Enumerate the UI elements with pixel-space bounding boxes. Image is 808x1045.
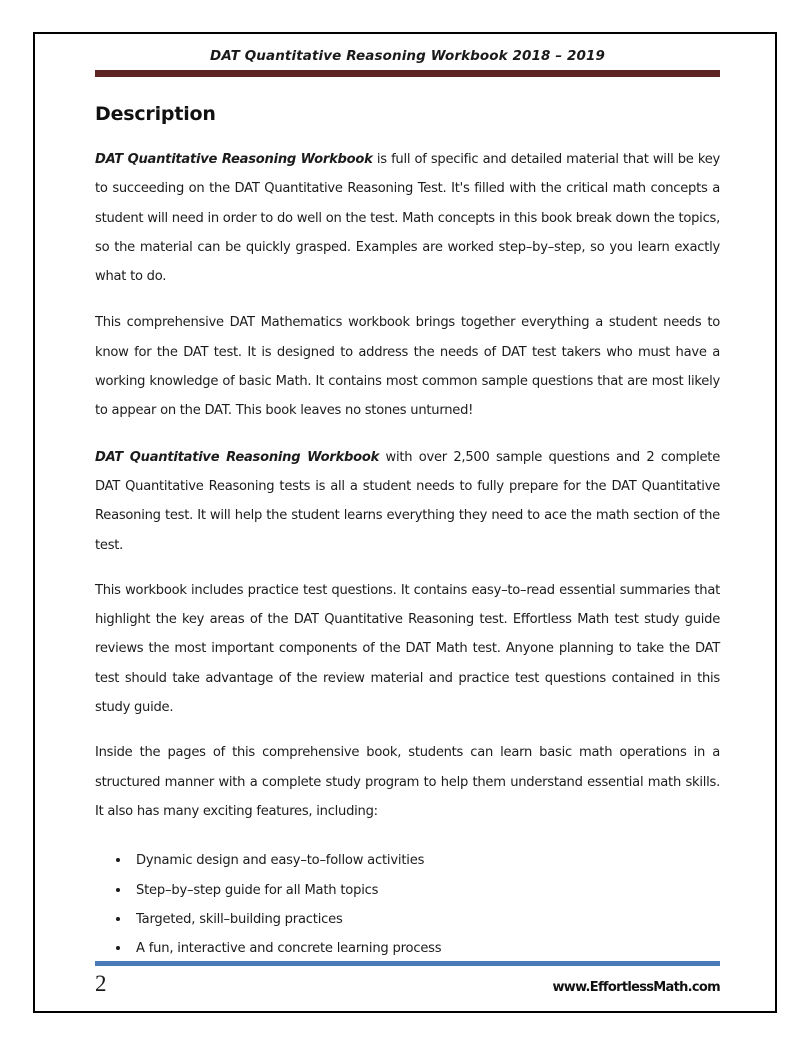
paragraph-4	[95, 576, 720, 722]
list-item	[95, 876, 720, 905]
footer-divider-rule	[95, 961, 720, 966]
paragraph-2	[95, 308, 720, 425]
bullet-icon	[116, 946, 120, 950]
list-item	[95, 846, 720, 875]
paragraph-5	[95, 738, 720, 826]
bullet-icon	[116, 858, 120, 862]
paragraph-3-lead: DAT Quantitative Reasoning Workbook	[95, 449, 380, 465]
page-sheet	[33, 32, 777, 1013]
bullet-icon	[116, 917, 120, 921]
footer-website-link[interactable]: www.EffortlessMath.com	[552, 980, 720, 995]
footer-row	[95, 972, 720, 995]
page-title: Description	[95, 103, 216, 125]
header-divider-rule	[95, 70, 720, 77]
paragraph-1-lead: DAT Quantitative Reasoning Workbook	[95, 152, 373, 167]
document-header	[95, 34, 720, 77]
paragraph-3-text: with over 2,500 sample questions and 2 complete DAT Quantitative Reasoning tests is all a student needs to fully prepare for the DAT Quantitative Reasoning test. It will help the student learns everything they need to ace the math section of the test.	[95, 449, 720, 553]
paragraph-3	[95, 443, 720, 560]
paragraph-2-text: This comprehensive DAT Mathematics workbook brings together everything a student needs to know for the DAT test. It is designed to address the needs of DAT test takers who must have a working knowledge of basic Math. It contains most common sample questions that are most likely to appear on the DAT. This book leaves no stones unturned!	[95, 315, 720, 419]
list-item-label: A fun, interactive and concrete learning process	[136, 941, 442, 957]
paragraph-1-text: is full of specific and detailed material that will be key to succeeding on the DAT Quantitative Reasoning Test. It's filled with the critical math concepts a student will need in order to do well on the test. Math concepts in this book break down the topics, so the material can be quickly grasped. Examples are worked step–by–step, so you learn exactly what to do.	[95, 152, 720, 285]
page-content-column	[95, 34, 720, 1011]
list-item-label: Step–by–step guide for all Math topics	[136, 882, 379, 898]
list-item	[95, 934, 720, 963]
list-item-label: Dynamic design and easy–to–follow activities	[136, 853, 425, 869]
header-title: DAT Quantitative Reasoning Workbook 2018 – 2019	[210, 48, 605, 64]
page-number: 2	[95, 971, 107, 996]
bullet-icon	[116, 888, 120, 892]
paragraph-1	[95, 145, 720, 291]
list-item-label: Targeted, skill–building practices	[136, 911, 343, 927]
paragraph-4-text: This workbook includes practice test questions. It contains easy–to–read essential summaries that highlight the key areas of the DAT Quantitative Reasoning test. Effortless Math test study guide reviews the most important components of the DAT Math test. Anyone planning to take the DAT test should take advantage of the review material and practice test questions contained in this study guide.	[95, 582, 720, 716]
paragraph-5-text: Inside the pages of this comprehensive book, students can learn basic math operations in a structured manner with a complete study program to help them understand essential math skills. It also has many exciting features, including:	[95, 745, 720, 819]
feature-list	[95, 846, 720, 963]
list-item	[95, 905, 720, 934]
document-footer	[95, 961, 720, 995]
